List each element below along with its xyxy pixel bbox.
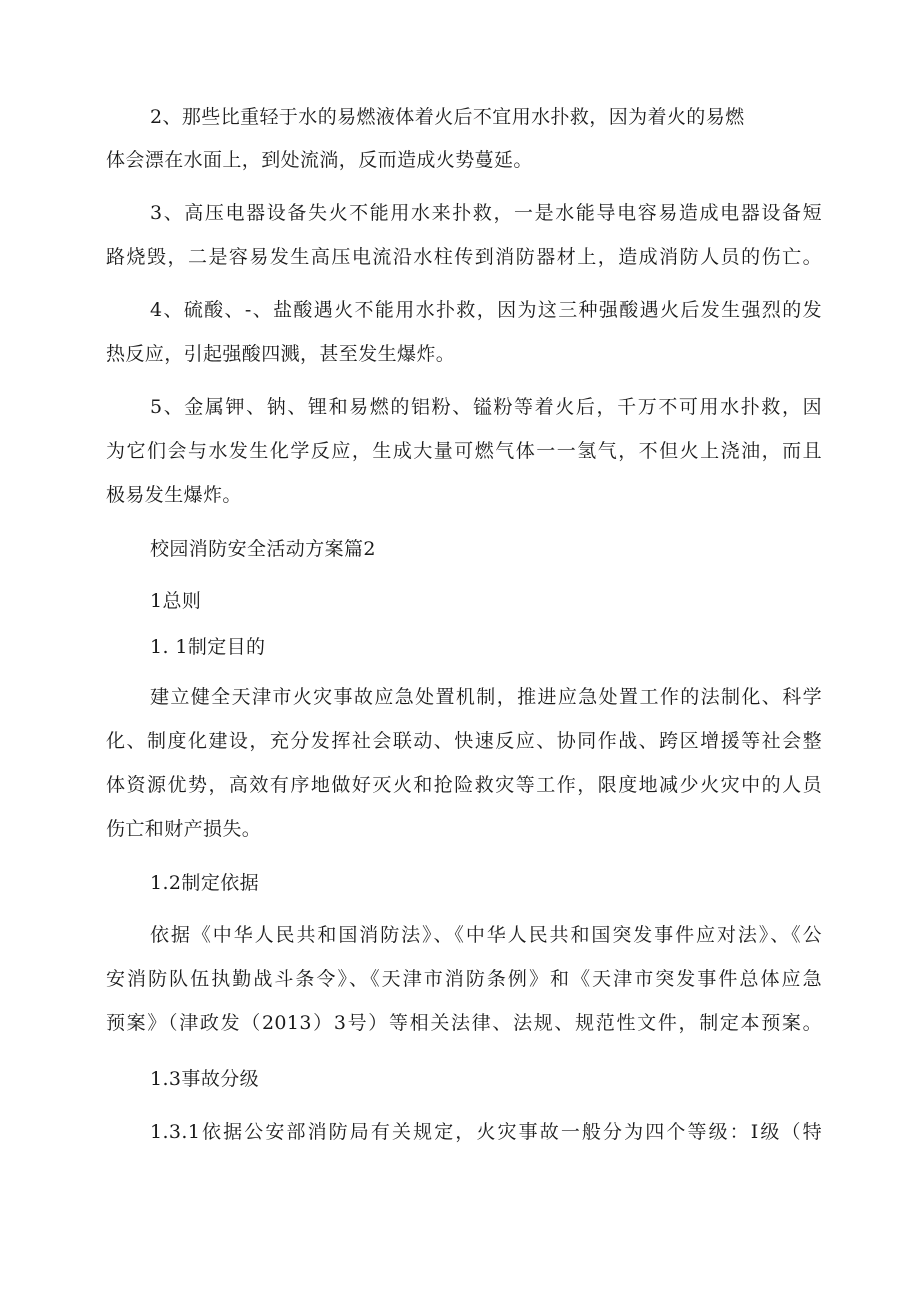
paragraph-purpose-line-2: 化、制度化建设，充分发挥社会联动、快速反应、协同作战、跨区增援等社会整: [106, 730, 822, 752]
paragraph-2-line-1: 2、那些比重轻于水的易燃液体着火后不宜用水扑救，因为着火的易燃: [150, 106, 745, 128]
heading-1-3-classification: 1.3事故分级: [150, 1068, 260, 1090]
paragraph-4-line-2: 热反应，引起强酸四溅，甚至发生爆炸。: [106, 343, 456, 365]
paragraph-purpose-line-1: 建立健全天津市火灾事故应急处置机制，推进应急处置工作的法制化、科学: [150, 686, 822, 708]
paragraph-5-line-1: 5、金属钾、钠、锂和易燃的铝粉、镒粉等着火后，千万不可用水扑救，因: [150, 396, 822, 418]
paragraph-classification-line-1: 1.3.1依据公安部消防局有关规定，火灾事故一般分为四个等级：I级（特: [150, 1121, 822, 1143]
paragraph-purpose-line-4: 伤亡和财产损失。: [106, 818, 262, 840]
heading-1-general: 1总则: [150, 590, 202, 612]
paragraph-3-line-2: 路烧毁，二是容易发生高压电流沿水柱传到消防器材上，造成消防人员的伤亡。: [106, 246, 822, 268]
paragraph-purpose-line-3: 体资源优势，高效有序地做好灭火和抢险救灾等工作，限度地减少火灾中的人员: [106, 774, 822, 796]
paragraph-2-line-2: 体会漂在水面上，到处流淌，反而造成火势蔓延。: [106, 149, 533, 171]
paragraph-basis-line-3: 预案》（津政发（2013）3号）等相关法律、法规、规范性文件，制定本预案。: [106, 1012, 822, 1034]
section-title: 校园消防安全活动方案篇2: [150, 538, 376, 560]
paragraph-5-line-3: 极易发生爆炸。: [106, 484, 242, 506]
paragraph-5-line-2: 为它们会与水发生化学反应，生成大量可燃气体一一氢气，不但火上浇油，而且: [106, 440, 822, 462]
heading-1-2-basis: 1.2制定依据: [150, 872, 260, 894]
paragraph-4-line-1: 4、硫酸、-、盐酸遇火不能用水扑救，因为这三种强酸遇火后发生强烈的发: [150, 299, 822, 321]
heading-1-1-purpose: 1. 1制定目的: [150, 636, 266, 658]
paragraph-basis-line-1: 依据《中华人民共和国消防法》、《中华人民共和国突发事件应对法》、《公: [150, 924, 822, 946]
paragraph-basis-line-2: 安消防队伍执勤战斗条令》、《天津市消防条例》和《天津市突发事件总体应急: [106, 968, 822, 990]
paragraph-3-line-1: 3、高压电器设备失火不能用水来扑救，一是水能导电容易造成电器设备短: [150, 202, 822, 224]
